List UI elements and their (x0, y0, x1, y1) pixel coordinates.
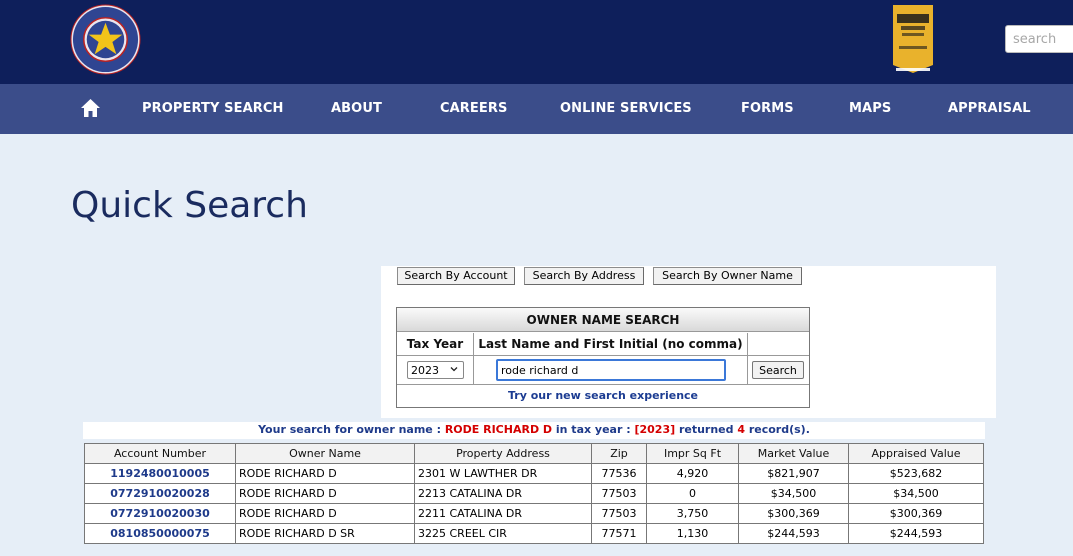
account-number-link[interactable]: 1192480010005 (85, 464, 236, 484)
header-spacer-cell (748, 333, 809, 356)
search-by-address-button[interactable]: Search By Address (524, 267, 644, 285)
top-workplaces-badge-icon (893, 5, 933, 74)
table-row (85, 524, 984, 544)
owner-name-cell: RODE RICHARD D SR (236, 524, 415, 544)
table-row (85, 504, 984, 524)
col-account-number[interactable]: Account Number (85, 444, 236, 464)
market-value-cell: $821,907 (739, 464, 849, 484)
summary-prefix: Your search for owner name : (258, 423, 445, 436)
main-nav (0, 84, 1073, 134)
tax-year-select[interactable] (407, 361, 464, 379)
owner-name-cell: RODE RICHARD D (236, 464, 415, 484)
property-address-cell: 2301 W LAWTHER DR (415, 464, 592, 484)
market-value-cell: $34,500 (739, 484, 849, 504)
property-address-cell: 3225 CREEL CIR (415, 524, 592, 544)
appraised-value-cell: $523,682 (849, 464, 984, 484)
owner-name-cell: RODE RICHARD D (236, 504, 415, 524)
summary-returned: returned (675, 423, 738, 436)
nav-online-services[interactable]: ONLINE SERVICES (560, 101, 692, 116)
new-search-experience-link[interactable]: Try our new search experience (507, 389, 699, 402)
search-by-account-button[interactable]: Search By Account (397, 267, 515, 285)
results-table (84, 443, 984, 544)
search-button[interactable]: Search (752, 361, 804, 379)
market-value-cell: $244,593 (739, 524, 849, 544)
zip-cell: 77503 (592, 504, 647, 524)
zip-cell: 77503 (592, 484, 647, 504)
nav-maps[interactable]: MAPS (849, 101, 892, 116)
summary-count: 4 (737, 423, 746, 436)
zip-cell: 77571 (592, 524, 647, 544)
property-address-cell: 2211 CATALINA DR (415, 504, 592, 524)
impr-sq-ft-cell: 3,750 (647, 504, 739, 524)
seal-logo-icon[interactable] (70, 4, 141, 75)
owner-name-search-form (396, 307, 810, 408)
account-number-link[interactable]: 0810850000075 (85, 524, 236, 544)
account-number-link[interactable]: 0772910020030 (85, 504, 236, 524)
appraised-value-cell: $300,369 (849, 504, 984, 524)
owner-name-input[interactable] (496, 359, 726, 381)
col-impr-sq-ft[interactable]: Impr Sq Ft (647, 444, 739, 464)
table-row (85, 484, 984, 504)
nav-appraisal[interactable]: APPRAISAL (948, 101, 1031, 116)
account-number-link[interactable]: 0772910020028 (85, 484, 236, 504)
nav-property-search[interactable]: PROPERTY SEARCH (142, 101, 284, 116)
col-property-address[interactable]: Property Address (415, 444, 592, 464)
owner-name-cell (474, 356, 748, 385)
search-button-cell (748, 356, 809, 385)
owner-search-header: OWNER NAME SEARCH (397, 308, 809, 332)
summary-middle: in tax year : (552, 423, 635, 436)
market-value-cell: $300,369 (739, 504, 849, 524)
page-title: Quick Search (71, 185, 308, 226)
tax-year-cell (397, 356, 474, 385)
nav-careers[interactable]: CAREERS (440, 101, 508, 116)
results-header-row (85, 444, 984, 464)
zip-cell: 77536 (592, 464, 647, 484)
site-header (0, 0, 1073, 84)
col-market-value[interactable]: Market Value (739, 444, 849, 464)
nav-about[interactable]: ABOUT (331, 101, 382, 116)
owner-name-cell: RODE RICHARD D (236, 484, 415, 504)
col-owner-name[interactable]: Owner Name (236, 444, 415, 464)
property-address-cell: 2213 CATALINA DR (415, 484, 592, 504)
site-search-input[interactable] (1005, 25, 1073, 53)
impr-sq-ft-cell: 1,130 (647, 524, 739, 544)
summary-suffix: record(s). (745, 423, 810, 436)
search-result-summary (83, 422, 985, 439)
table-row (85, 464, 984, 484)
appraised-value-cell: $34,500 (849, 484, 984, 504)
impr-sq-ft-cell: 0 (647, 484, 739, 504)
owner-name-label: Last Name and First Initial (no comma) (474, 333, 748, 356)
summary-year: [2023] (634, 423, 676, 436)
search-by-owner-name-button[interactable]: Search By Owner Name (653, 267, 802, 285)
nav-forms[interactable]: FORMS (741, 101, 794, 116)
impr-sq-ft-cell: 4,920 (647, 464, 739, 484)
summary-owner: RODE RICHARD D (444, 423, 553, 436)
appraised-value-cell: $244,593 (849, 524, 984, 544)
tax-year-label: Tax Year (397, 333, 474, 356)
col-appraised-value[interactable]: Appraised Value (849, 444, 984, 464)
home-icon[interactable] (80, 98, 101, 118)
col-zip[interactable]: Zip (592, 444, 647, 464)
